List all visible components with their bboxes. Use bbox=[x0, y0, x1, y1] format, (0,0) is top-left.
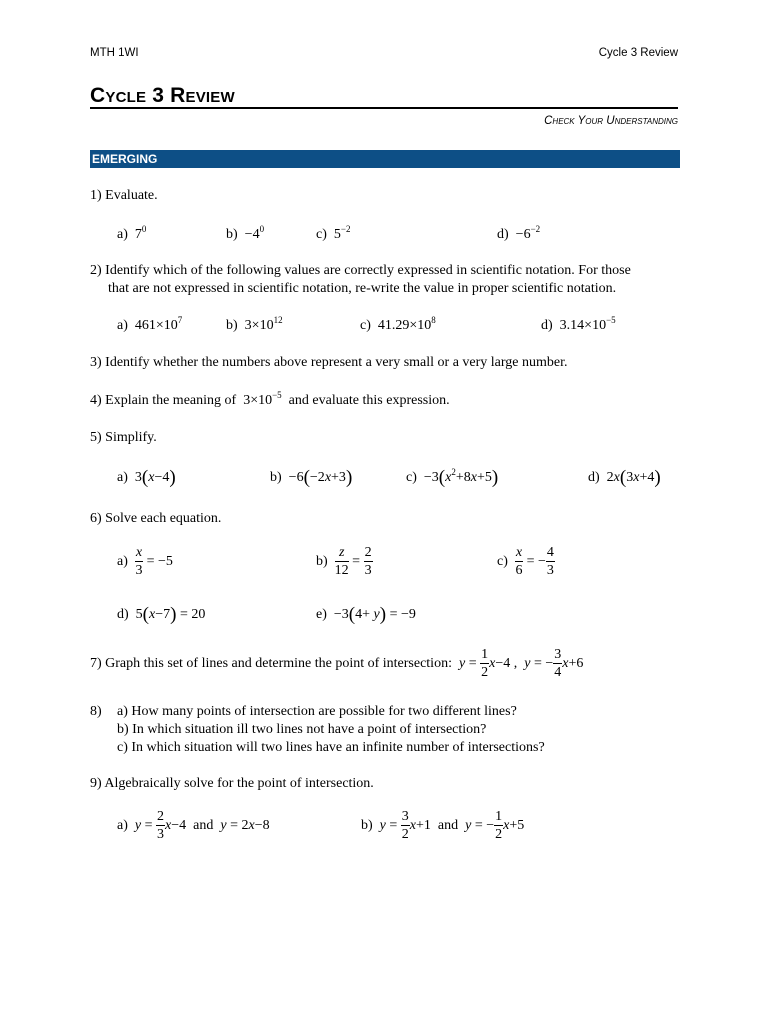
q1-prompt: 1) Evaluate. bbox=[90, 188, 158, 203]
q1-option-b: $b) -4^0$ bbox=[226, 224, 265, 242]
q1-option-c: c) $5^{-2}$ bbox=[316, 224, 351, 242]
q5-option-d: d) 2x(3x+4) bbox=[588, 467, 661, 488]
q8-part-c: c) In which situation will two lines have an infinite number of intersections? bbox=[117, 740, 545, 755]
section-label: EMERGING bbox=[92, 152, 158, 166]
q6-option-d: d) 5(x−7) = 20 bbox=[117, 604, 206, 625]
q2-option-b: b) $3\times 10^{12}$ bbox=[226, 315, 283, 333]
q6-option-a: a) $\frac{x}{3}$ = −5 bbox=[117, 545, 173, 578]
q8-part-b: b) In which situation ill two lines not have a point of intersection? bbox=[117, 722, 487, 737]
q9-option-a: a) y = $\frac{2}{3}$ x−4 and y = 2x−8 bbox=[117, 809, 270, 842]
q8-number: 8) bbox=[90, 704, 102, 719]
q5-prompt: 5) Simplify. bbox=[90, 430, 157, 445]
q2-option-c: c) $41.29\times 10^8$ bbox=[360, 315, 436, 333]
section-band bbox=[90, 150, 680, 168]
q8-part-a: a) How many points of intersection are possible for two different lines? bbox=[117, 704, 517, 719]
q5-option-a: a) 3(x−4) bbox=[117, 467, 176, 488]
q2-prompt-line1: 2) Identify which of the following values are correctly expressed in scientific notation. For those bbox=[90, 263, 631, 278]
q2-prompt-line2: that are not expressed in scientific notation, re-write the value in proper scientific notation. bbox=[108, 281, 617, 296]
title-rule bbox=[90, 107, 678, 109]
q1-option-d: $d) -6^{-2}$ bbox=[497, 224, 541, 242]
q5-option-b: b) −6(−2x+3) bbox=[270, 467, 353, 488]
q6-option-b: b) $\frac{z}{12}$ = $\frac{2}{3}$ bbox=[316, 545, 372, 578]
q6-prompt: 6) Solve each equation. bbox=[90, 511, 222, 526]
q5-option-c: $c) -3(x^2+8x+5)$ bbox=[406, 467, 499, 488]
page-subtitle: Check Your Understanding bbox=[544, 115, 678, 127]
q4-prompt: 4) Explain the meaning of $3\times 10^{-5}$ and evaluate this expression. bbox=[90, 390, 450, 408]
course-code: MTH 1WI bbox=[90, 47, 139, 59]
q9-prompt: 9) Algebraically solve for the point of intersection. bbox=[90, 776, 374, 791]
document-name: Cycle 3 Review bbox=[598, 47, 678, 59]
q6-option-e: e) −3(4+ y) = −9 bbox=[316, 604, 416, 625]
q1-option-a: a) $7^0$ bbox=[117, 224, 147, 242]
q2-option-d: d) $3.14\times 10^{-5}$ bbox=[541, 315, 616, 333]
q7-prompt: 7) Graph this set of lines and determine the point of intersection: y = $\frac{1}{2}$ x−4 , y = − $\frac{3}{4}$ x+6 bbox=[90, 647, 584, 680]
q9-option-b: b) y = $\frac{3}{2}$ x+1 and y = − $\frac{1}{2}$ x+5 bbox=[361, 809, 525, 842]
q2-option-a: a) $461\times 10^7$ bbox=[117, 315, 183, 333]
q3-prompt: 3) Identify whether the numbers above represent a very small or a very large number. bbox=[90, 355, 568, 370]
page-title: Cycle 3 Review bbox=[90, 84, 235, 107]
q6-option-c: c) $\frac{x}{6}$ = − $\frac{4}{3}$ bbox=[497, 545, 554, 578]
